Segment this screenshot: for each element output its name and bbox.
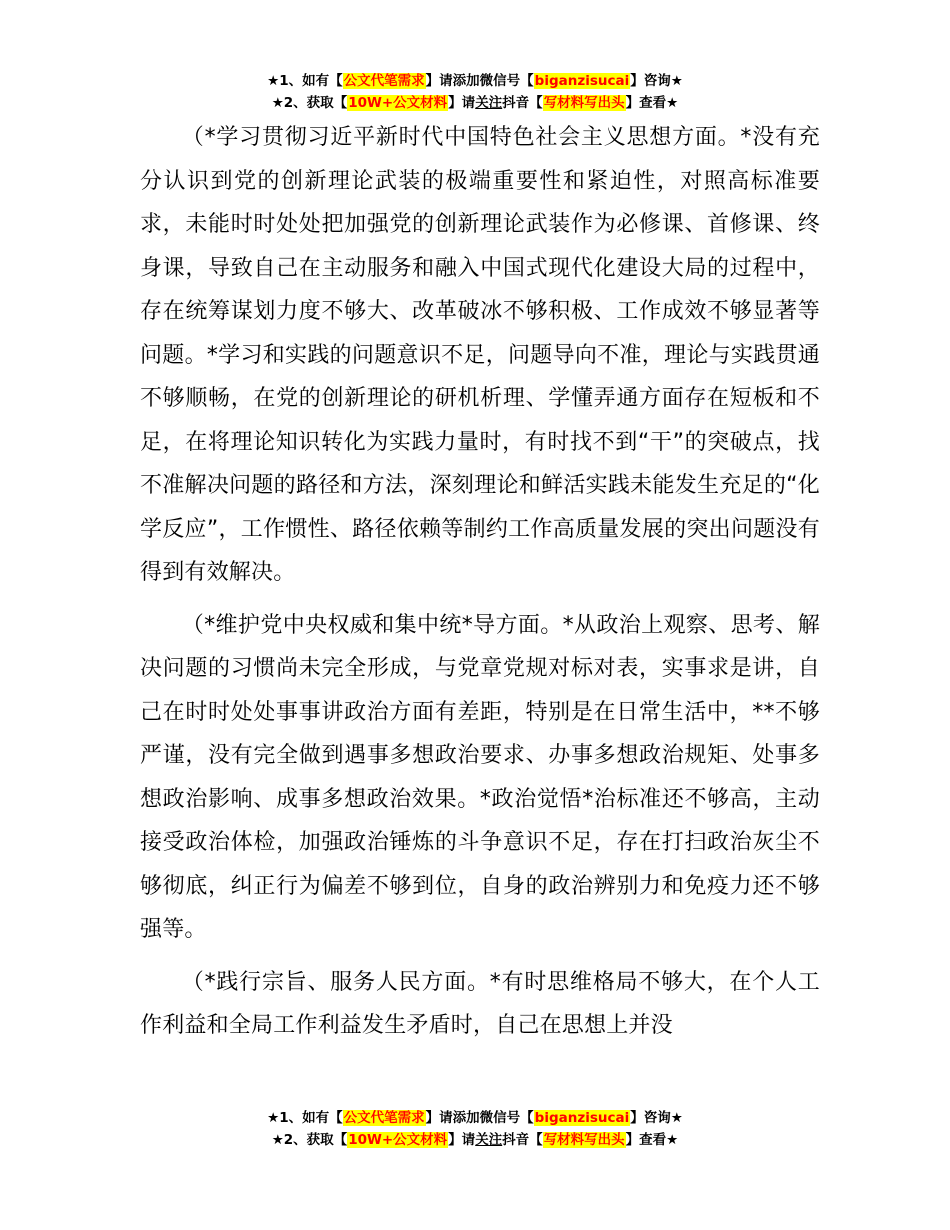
banner-highlight: 10W+公文材料 <box>348 95 448 111</box>
banner-text: 】咨询★ <box>630 1110 683 1126</box>
banner-text: 】请 <box>448 95 476 111</box>
banner-line-2 <box>0 1129 950 1151</box>
banner-text: 】查看★ <box>625 95 679 111</box>
banner-highlight: 公文代笔需求 <box>343 73 425 89</box>
banner-text: 微信号【 <box>479 1110 534 1126</box>
banner-highlight: 10W+公文材料 <box>348 1132 448 1148</box>
banner-highlight-douyin: 写材料写出头 <box>543 1132 625 1148</box>
banner-underlined-text: 关注 <box>475 1132 503 1148</box>
banner-text: ★1、如有【 <box>267 1110 343 1126</box>
banner-highlight-wechat-id: biganzisucai <box>534 1110 630 1126</box>
banner-text: 】请添加 <box>425 1110 480 1126</box>
paragraph-uphold-authority: （*维护党中央权威和集中统*导方面。*从政治上观察、思考、解决问题的习惯尚未完全形成，与党章党规对标对表，实事求是讲，自己在时时处处事事讲政治方面有差距，特别是在日常生活中，**不够严谨，没有完全做到遇事多想政治要求、办事多想政治规矩、处事多想政治影响、成事多想政治效果。*政治觉悟*治标准还不够高，主动接受政治体检，加强政治锤炼的斗争意识不足，存在打扫政治灰尘不够彻底，纠正行为偏差不够到位，自身的政治辨别力和免疫力还不够强等。 <box>140 612 820 942</box>
banner-line-1 <box>0 1107 950 1129</box>
banner-text: 】查看★ <box>625 1132 679 1148</box>
banner-text: 抖音【 <box>502 95 543 111</box>
banner-line-1 <box>0 70 950 92</box>
banner-text: ★1、如有【 <box>267 73 343 89</box>
paragraph-serve-people: （*践行宗旨、服务人民方面。*有时思维格局不够大，在个人工作利益和全局工作利益发生矛盾时，自己在思想上并没 <box>140 969 820 1038</box>
banner-text: ★2、获取【 <box>271 95 348 111</box>
banner-text: ★2、获取【 <box>271 1132 348 1148</box>
footer-banner <box>0 1107 950 1151</box>
banner-text: 抖音【 <box>502 1132 543 1148</box>
paragraph-study-theory: （*学习贯彻习近平新时代中国特色社会主义思想方面。*没有充分认识到党的创新理论武装的极端重要性和紧迫性，对照高标准要求，未能时时处处把加强党的创新理论武装作为必修课、首修课、终身课，导致自己在主动服务和融入中国式现代化建设大局的过程中，存在统筹谋划力度不够大、改革破冰不够积极、工作成效不够显著等问题。*学习和实践的问题意识不足，问题导向不准，理论与实践贯通不够顺畅，在党的创新理论的研机析理、学懂弄通方面存在短板和不足，在将理论知识转化为实践力量时，有时找不到“干”的突破点，找不准解决问题的路径和方法，深刻理论和鲜活实践未能发生充足的“化学反应”，工作惯性、路径依赖等制约工作高质量发展的突出问题没有得到有效解决。 <box>140 125 820 585</box>
banner-highlight-douyin: 写材料写出头 <box>543 95 625 111</box>
document-body <box>140 116 820 1057</box>
banner-text: 微信号【 <box>479 73 534 89</box>
banner-text: 】请添加 <box>425 73 480 89</box>
banner-text: 】请 <box>448 1132 476 1148</box>
banner-highlight-wechat-id: biganzisucai <box>534 73 630 89</box>
banner-underlined-text: 关注 <box>475 95 503 111</box>
header-banner <box>0 70 950 114</box>
banner-highlight: 公文代笔需求 <box>343 1110 425 1126</box>
banner-line-2 <box>0 92 950 114</box>
banner-text: 】咨询★ <box>630 73 683 89</box>
